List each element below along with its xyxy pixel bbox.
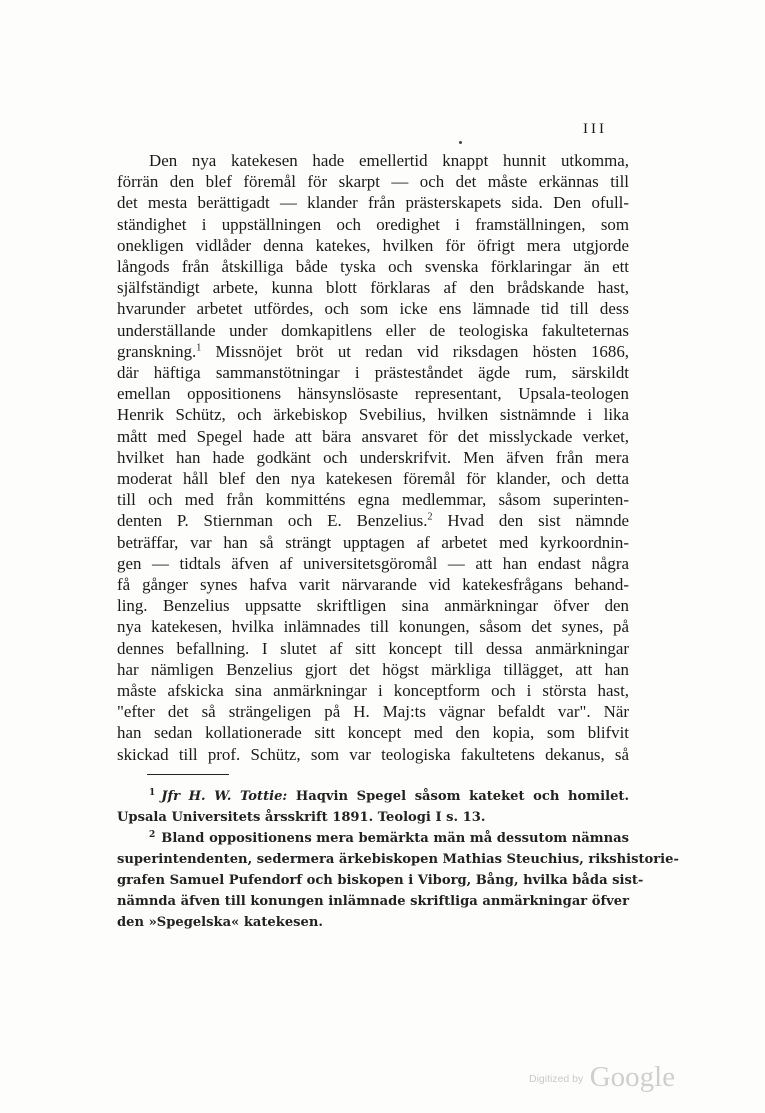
text-line: gen — tidtals äfven af universitetsgöromål — att han endast några	[117, 553, 629, 573]
body-text	[117, 150, 629, 765]
text-line: där häftiga sammanstötningar i prästeståndet ägde rum, särskildt	[117, 363, 629, 383]
text-line: hvilket han hade godkänt och underskrifvit. Men äfven från mera	[117, 447, 629, 467]
footnote-line: grafen Samuel Pufendorf och biskopen i Viborg, Bång, hvilka båda sist-	[117, 873, 644, 888]
text-line: onekligen vidlåder denna katekes, hvilken för öfrigt mera utgjorde	[117, 235, 629, 255]
text-line: få gånger synes hafva varit närvarande vid katekesfrågans behand-	[117, 575, 629, 595]
page-number: III	[583, 121, 607, 137]
footnote-1-mark: 1	[149, 787, 156, 798]
footnote-line: Upsala Universitets årsskrift 1891. Teologi I s. 13.	[117, 810, 486, 825]
text-line: emellan oppositionens hänsynslösaste representant, Upsala-teologen	[117, 384, 629, 404]
text-fragment: Hvad den sist nämnde	[447, 511, 630, 531]
watermark-prefix: Digitized by	[529, 1073, 584, 1085]
footnote-line: superintendenten, sedermera ärkebiskopen Mathias Steuchius, rikshistorie-	[117, 852, 679, 867]
digitized-by-watermark	[529, 1061, 675, 1094]
text-line: hvarunder arbetet utfördes, och som icke ens lämnade tid till dess	[117, 299, 629, 319]
footnote-divider	[147, 774, 229, 775]
footnotes	[117, 786, 679, 933]
footnote-ref-1: 1	[196, 342, 202, 354]
footnote-ref-2: 2	[427, 511, 433, 523]
google-logo: Google	[589, 1061, 676, 1093]
text-fragment: denten P. Stiernman och E. Benzelius.	[117, 511, 428, 531]
footnote-2-mark: 2	[149, 829, 156, 840]
text-line-with-footnote	[117, 341, 629, 362]
footnote-line: den »Spegelska« katekesen.	[117, 915, 323, 930]
text-line: moderat håll blef den nya katekesen föremål för klander, och detta	[117, 469, 629, 489]
text-line: förrän den blef föremål för skarpt — och det måste erkännas till	[117, 172, 629, 192]
text-line-with-footnote	[117, 510, 629, 531]
text-line: nya katekesen, hvilka inlämnades till konungen, såsom det synes, på	[117, 617, 629, 637]
text-line: det mesta berättigadt — klander från prästerskapets sida. Den ofull-	[117, 193, 629, 213]
text-fragment: granskning.	[117, 341, 197, 361]
text-line: underställande under domkapitlens eller de teologiska fakulteternas	[117, 320, 629, 340]
text-line: mått med Spegel hade att bära ansvaret för det misslyckade verket,	[117, 426, 629, 446]
text-line: själfständigt arbete, kunna blott förklaras af den brådskande hast,	[117, 278, 629, 298]
footnote-line: nämnda äfven till konungen inlämnade skriftliga anmärkningar öfver	[117, 894, 629, 909]
text-fragment: Missnöjet bröt ut redan vid riksdagen hösten 1686,	[215, 341, 629, 361]
text-line: till och med från kommitténs egna medlemmar, såsom superinten-	[117, 490, 629, 510]
ink-speck	[459, 141, 462, 144]
text-line: långods från åtskilliga både tyska och svenska förklaringar än ett	[117, 257, 629, 277]
footnote-1-text: Haqvin Spegel såsom kateket och homilet.	[295, 789, 630, 804]
footnote-2	[117, 828, 629, 849]
footnote-1-author: Jfr H. W. Tottie:	[161, 789, 288, 804]
text-line: ständighet i uppställningen och oredighet i framställningen, som	[117, 214, 629, 234]
text-line: ling. Benzelius uppsatte skriftligen sina anmärkningar öfver den	[117, 596, 629, 616]
text-line: skickad till prof. Schütz, som var teologiska fakultetens dekanus, så	[117, 744, 629, 764]
text-line: Henrik Schütz, och ärkebiskop Svebilius, hvilken sistnämnde i lika	[117, 405, 629, 425]
text-line: han sedan kollationerade sitt koncept med den kopia, som blifvit	[117, 723, 629, 743]
text-line: Den nya katekesen hade emellertid knappt hunnit utkomma,	[149, 151, 629, 170]
footnote-1	[117, 786, 629, 807]
text-line: beträffar, var han så strängt upptagen af arbetet med kyrkoordnin-	[117, 532, 629, 552]
text-line: måste afskicka sina anmärkningar i konceptform och i största hast,	[117, 681, 629, 701]
text-line: "efter det så strängeligen på H. Maj:ts vägnar befaldt var". När	[117, 702, 629, 722]
text-line: har nämligen Benzelius gjort det högst märkliga tillägget, att han	[117, 659, 629, 679]
text-line: dennes befallning. I slutet af sitt koncept till dessa anmärkningar	[117, 638, 629, 658]
footnote-2-text: Bland oppositionens mera bemärkta män må dessutom nämnas	[161, 831, 629, 846]
